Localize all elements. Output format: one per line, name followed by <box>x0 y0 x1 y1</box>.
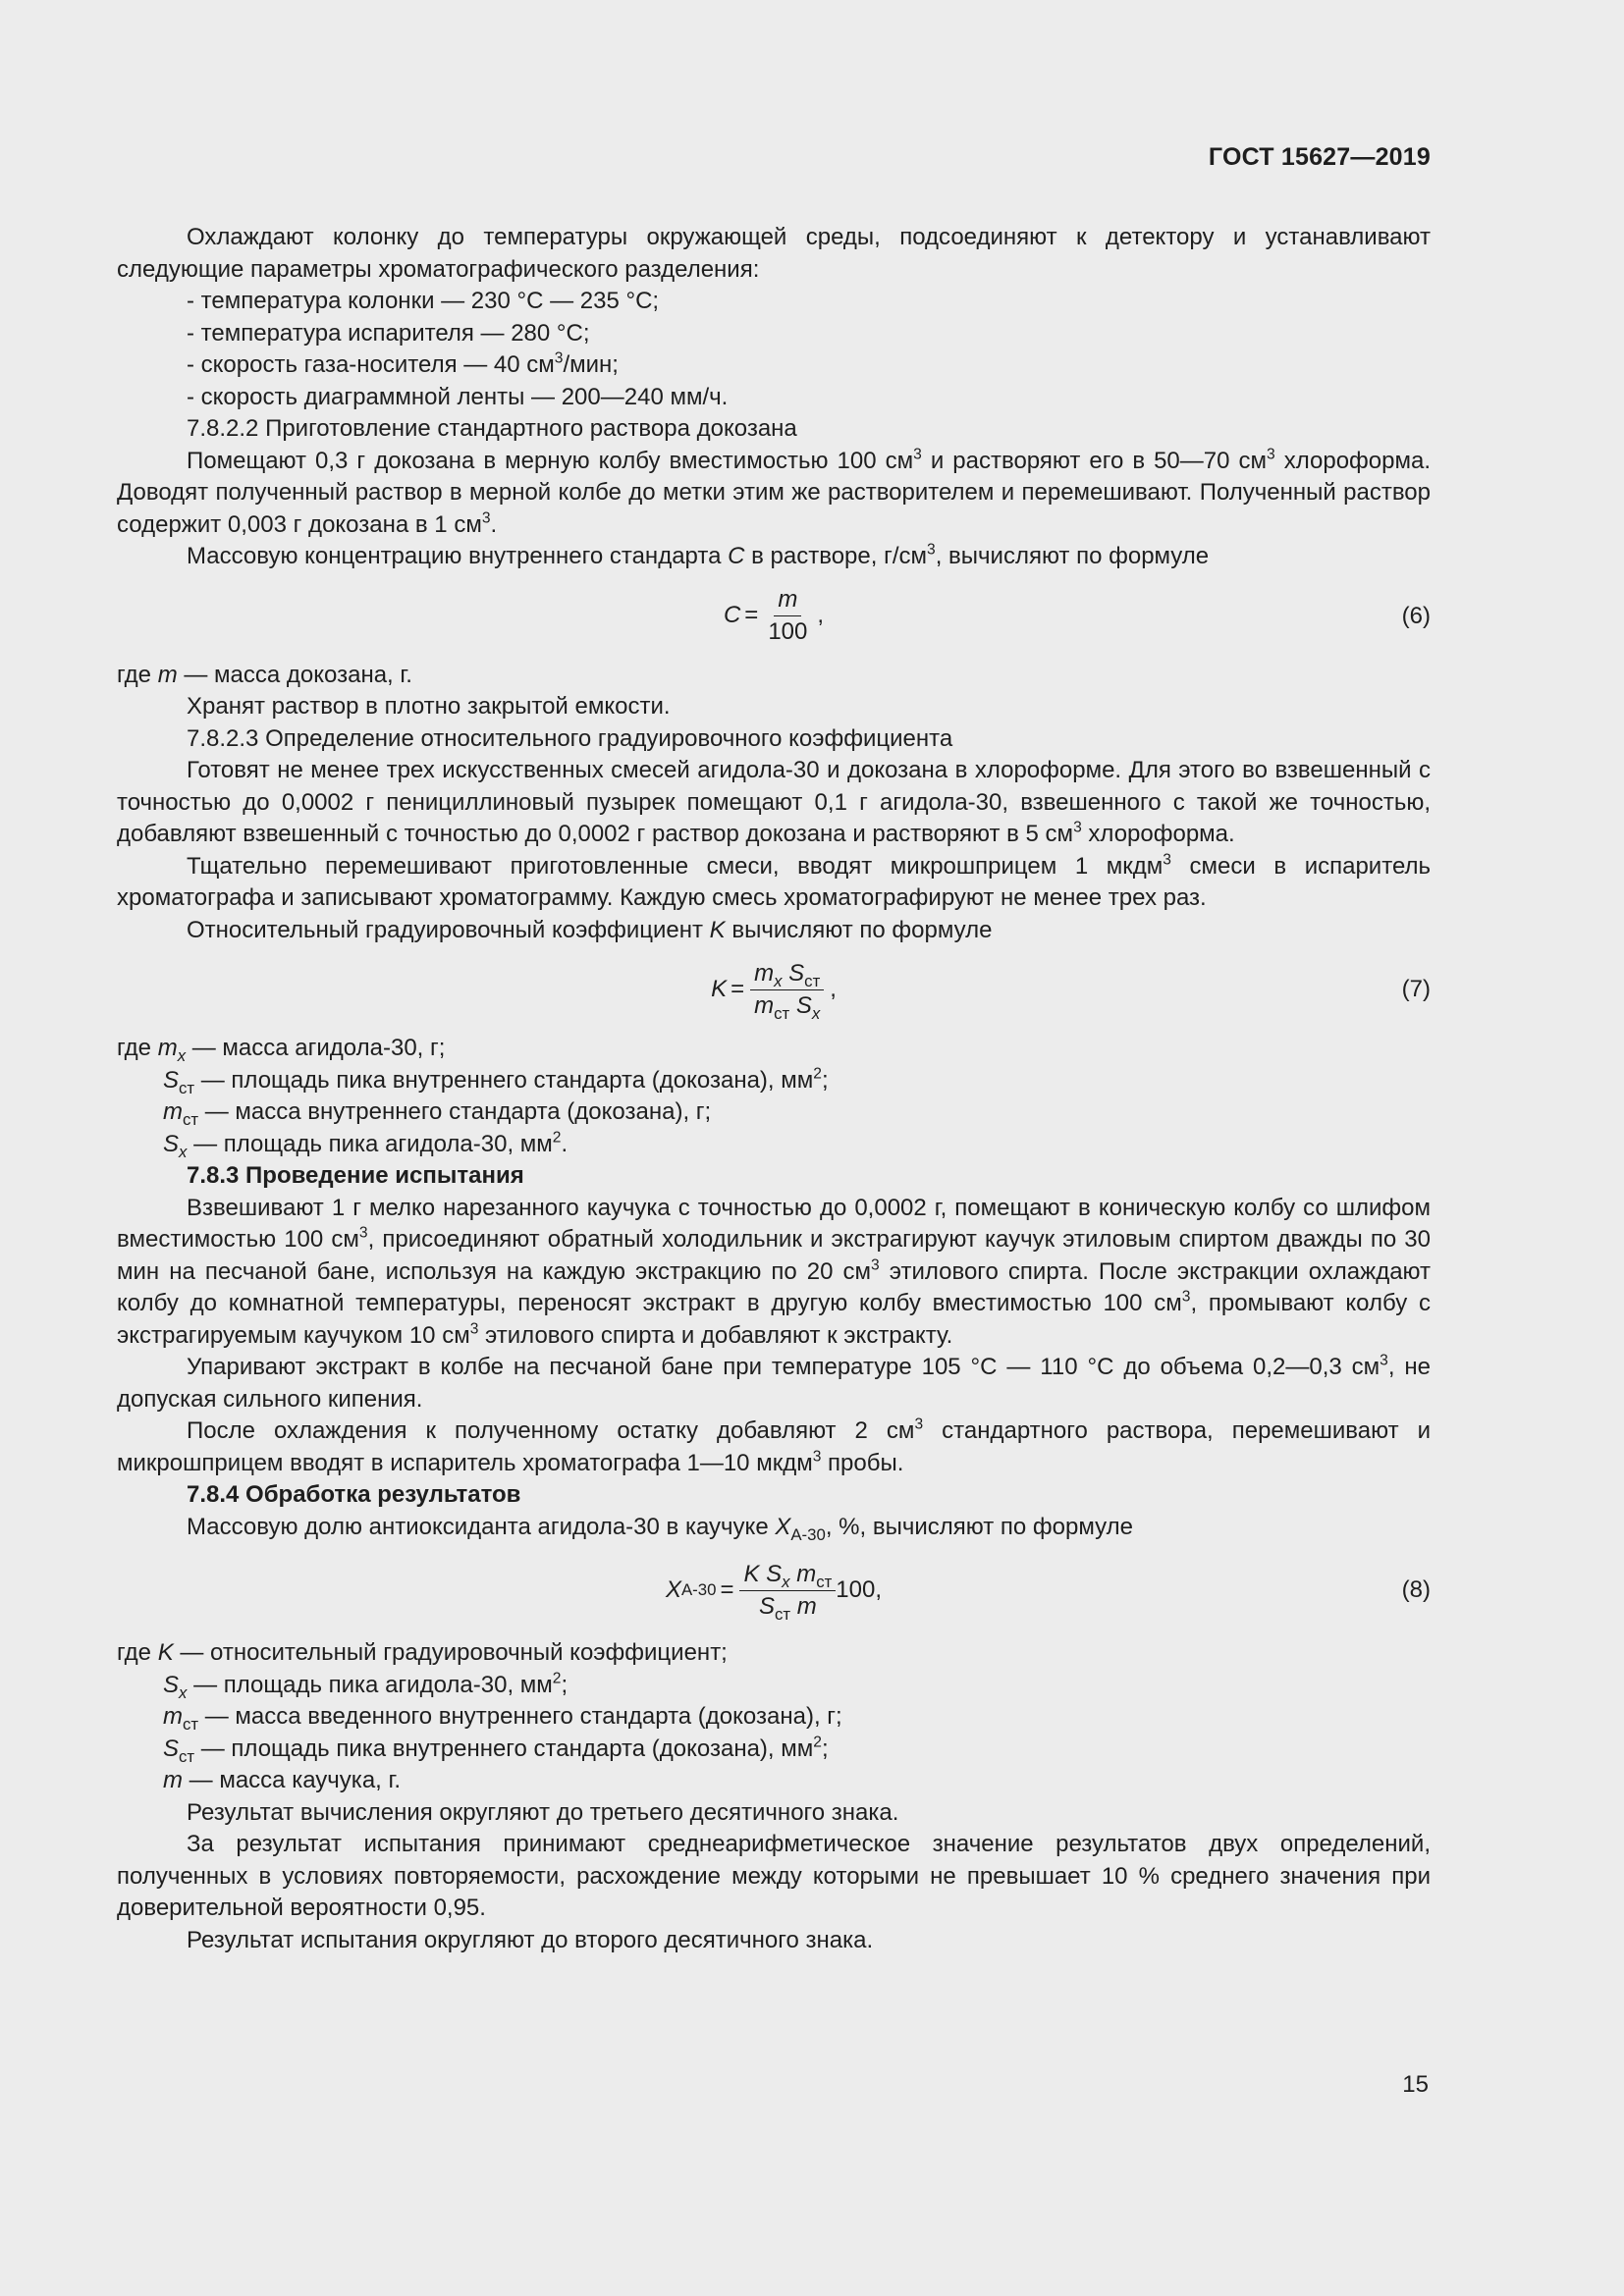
list-item: - скорость диаграммной ленты — 200—240 мм/ч. <box>187 383 729 410</box>
fraction: $\frac{m}{100}$ <box>768 586 808 645</box>
formula-number: (8) <box>1401 1575 1431 1603</box>
paragraph: Относительный градуировочный коэффициент K вычисляют по формуле <box>187 916 993 943</box>
list-item: - скорость газа-носителя — 40 $см^3$/мин; <box>187 349 619 378</box>
paragraph: Хранят раствор в плотно закрытой емкости. <box>187 693 671 720</box>
list-item: - температура колонки — 230 °С — 235 °С; <box>187 288 660 314</box>
list-item: - температура испарителя — 280 °С; <box>187 319 590 347</box>
section-heading-783: 7.8.3 Проведение испытания <box>187 1162 524 1189</box>
formula-7: K = $\frac{m_x S_{ст}}{m_{ст} S_x}$ , (7) <box>711 959 1431 1023</box>
where-clause: $S_x$ — площадь пика агидола-30, $мм^2$; <box>163 1670 568 1702</box>
where-clause: $S_{ст}$ — площадь пика внутреннего стандарта (докозана), $мм^2$; <box>163 1065 829 1097</box>
document-body <box>117 222 1431 1956</box>
paragraph: Готовят не менее трех искусственных смесей агидола-30 и докозана в хлороформе. Для этого во взвешенный с точностью до 0,0002 г пенициллиновый пузырек помещают 0,1 г агидола-30, взвешенного с такой же точностью, добавляют взвешенный с точностью до 0,0002 г раствор докозана и растворяют в 5 $см^3$ хлороформа. <box>117 757 1431 847</box>
formula-number: (6) <box>1401 602 1431 629</box>
formula-number: (7) <box>1401 975 1431 1002</box>
section-heading-784: 7.8.4 Обработка результатов <box>187 1481 521 1508</box>
where-clause: $S_{ст}$ — площадь пика внутреннего стандарта (докозана), $мм^2$; <box>163 1734 829 1766</box>
paragraph: Результат испытания округляют до второго десятичного знака. <box>187 1926 874 1953</box>
fraction: $\frac{K S_x m_{ст}}{S_{ст} m}$ <box>739 1561 836 1621</box>
fraction: $\frac{m_x S_{ст}}{m_{ст} S_x}$ <box>750 960 824 1020</box>
document-id: ГОСТ 15627—2019 <box>1208 143 1431 171</box>
paragraph: За результат испытания принимают среднеарифметическое значение результатов двух определений, полученных в условиях повторяемости, расхождение между которыми не превышает 10 % среднего значения при доверительной вероятности 0,95. <box>117 1831 1431 1921</box>
paragraph: Взвешивают 1 г мелко нарезанного каучука с точностью до 0,0002 г, помещают в коническую колбу со шлифом вместимостью 100 $см^3$, присоединяют обратный холодильник и экстрагируют каучук этиловым спиртом дважды по 30 мин на песчаной бане, используя на каждую экстракцию по 20 $см^3$ этилового спирта. После экстракции охлаждают колбу до комнатной температуры, переносят экстракт в другую колбу вместимостью 100 $см^3$, промывают колбу с экстрагируемым каучуком 10 $см^3$ этилового спирта и добавляют к экстракту. <box>117 1194 1432 1349</box>
paragraph: Помещают 0,3 г докозана в мерную колбу вместимостью 100 $см^3$ и растворяют его в 50—70 $см^3$ хлороформа. Доводят полученный раствор в мерной колбе до метки этим же растворителем и перемешивают. Полученный раствор содержит 0,003 г докозана в 1 $см^3$. <box>117 446 1432 538</box>
where-clause: где $m_x$ — масса агидола-30, г; <box>117 1035 446 1065</box>
paragraph: Упаривают экстракт в колбе на песчаной бане при температуре 105 °С — 110 °С до объема 0,2—0,3 $см^3$, не допуская сильного кипения. <box>117 1352 1432 1413</box>
where-clause: $S_x$ — площадь пика агидола-30, $мм^2$. <box>163 1129 568 1161</box>
where-clause: $m_{ст}$ — масса внутреннего стандарта (докозана), г; <box>163 1098 712 1129</box>
paragraph: Массовую долю антиоксиданта агидола-30 в каучуке $X_{А-30}$, %, вычисляют по формуле <box>187 1513 1133 1544</box>
page-number: 15 <box>1402 2071 1429 2098</box>
where-clause: где m — масса докозана, г. <box>117 661 412 688</box>
paragraph: Результат вычисления округляют до третьего десятичного знака. <box>187 1798 899 1826</box>
formula-6: C = $\frac{m}{100}$ , (6) <box>723 586 1431 645</box>
paragraph-intro: Охлаждают колонку до температуры окружающей среды, подсоединяют к детектору и устанавливают следующие параметры хроматографического разделения: <box>117 224 1431 283</box>
where-clause: $m_{ст}$ — масса введенного внутреннего стандарта (докозана), г; <box>163 1703 842 1734</box>
formula-8: X А-30 = $\frac{K S_x m_{ст}}{S_{ст} m}$ 100, (8) <box>665 1560 1431 1624</box>
paragraph: После охлаждения к полученному остатку добавляют 2 $см^3$ стандартного раствора, перемешивают и микрошприцем вводят в испаритель хроматографа 1—10 мкдм$^3$ пробы. <box>117 1415 1431 1476</box>
section-heading-7823: 7.8.2.3 Определение относительного градуировочного коэффициента <box>187 724 953 752</box>
where-clause: m — масса каучука, г. <box>163 1767 402 1793</box>
paragraph: Тщательно перемешивают приготовленные смеси, вводят микрошприцем 1 мкдм$^3$ смеси в испаритель хроматографа и записывают хроматограмму. Каждую смесь хроматографируют не менее трех раз. <box>117 851 1431 911</box>
section-heading-7822: 7.8.2.2 Приготовление стандартного раствора докозана <box>187 415 797 442</box>
where-clause: где K — относительный градуировочный коэффициент; <box>117 1639 728 1666</box>
paragraph: Массовую концентрацию внутреннего стандарта C в растворе, $г/см^3$, вычисляют по формуле <box>187 541 1210 569</box>
